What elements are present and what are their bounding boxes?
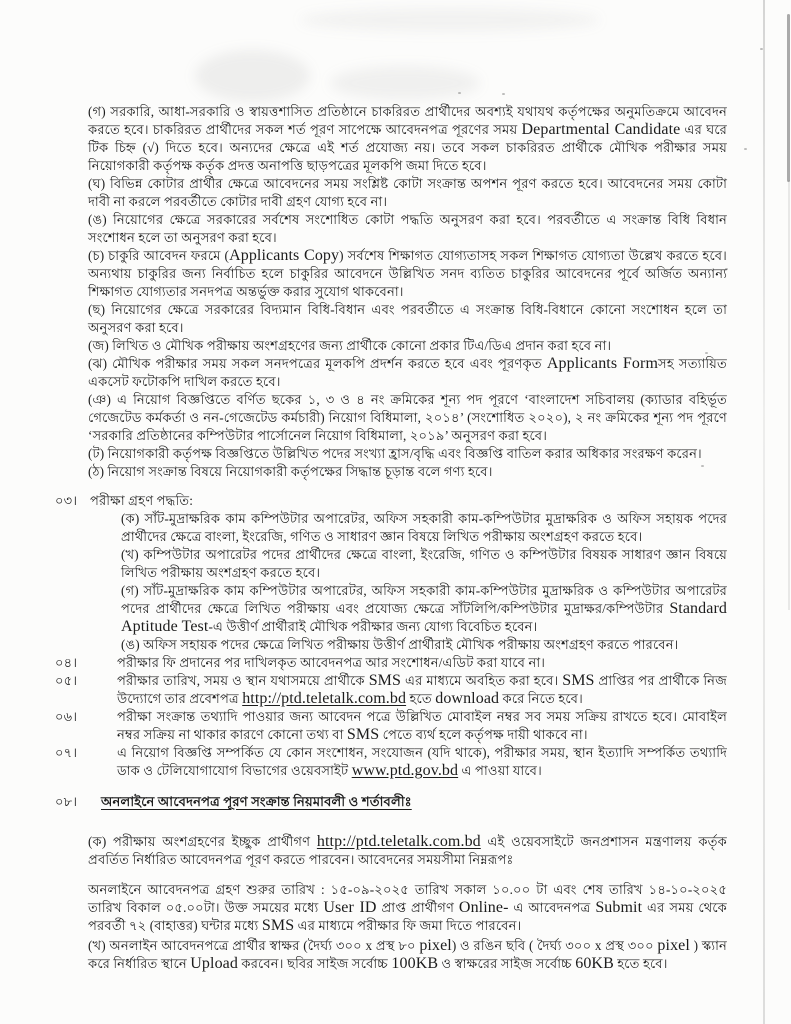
bengali-text: ) স্ক্যান করে নির্ধারিত স্থানে <box>88 938 727 971</box>
latin-term: pixel <box>657 937 690 954</box>
bengali-text: পরীক্ষা সংক্রান্ত তথ্যাদি পাওয়ার জন্য আবেদন পত্রে উল্লিখিত মোবাইল নম্বর সব সময় সক্রিয় রাখতে হবে। মোবাইল নম্বর সক্রিয় না থাকার কারণে কোনো তথ্য বা <box>117 709 727 742</box>
scan-artifact-fold-line <box>763 0 765 1024</box>
online-rules-item-kha <box>88 937 727 973</box>
section-06 <box>55 708 727 744</box>
bengali-text: সহ সত্যায়িত একসেট ফটোকপি দাখিল করতে হবে। <box>88 356 727 389</box>
latin-term: SMS <box>562 672 595 689</box>
exam-method-item-kha-text <box>121 547 727 580</box>
bengali-text: (ক) সাঁট-মুদ্রাক্ষরিক কাম কম্পিউটার অপারেটর, অফিস সহকারী কাম-কম্পিউটার মুদ্রাক্ষরিক ও অফিস সহায়ক পদের প্রার্থীদের ক্ষেত্রে বাংলা, ইংরেজি, গণিত ও সাধারণ জ্ঞান বিষয়ে লিখিত পরীক্ষায় অংশগ্রহণ করতে হবে। <box>121 511 727 544</box>
bengali-text: প্রাপ্তির পর প্রার্থীকে নিজ উদ্যোগে তার প্রবেশপত্র <box>117 673 727 706</box>
clause-ngo <box>88 211 727 247</box>
section-03-heading-text <box>90 493 193 508</box>
url-text: www.ptd.gov.bd <box>351 762 459 779</box>
bengali-text: হতে <box>406 691 436 706</box>
bengali-text: পরীক্ষার ফি প্রদানের পর দাখিলকৃত আবেদনপত্র আর সংশোধন/এডিট করা যাবে না। <box>117 655 546 670</box>
bengali-text: করবেন। ছবির সাইজ সর্বোচ্চ <box>237 956 392 971</box>
exam-method-item-ga-text <box>121 583 727 634</box>
url-text: http://ptd.teletalk.com.bd <box>316 833 481 850</box>
bengali-text: এর মাধ্যমে অবহিত করা হবে। <box>401 673 563 688</box>
clause-jha-text <box>88 356 727 389</box>
application-timeline-para <box>88 881 727 935</box>
bengali-text: (খ) কম্পিউটার অপারেটর পদের প্রার্থীদের ক্ষেত্রে বাংলা, ইংরেজি, গণিত ও কম্পিউটার বিষয়ক সাধারণ জ্ঞান বিষয়ে লিখিত পরীক্ষায় অংশগ্রহণ করতে হবে। <box>121 547 727 580</box>
bengali-text: ) সর্বশেষ শিক্ষাগত যোগ্যতাসহ সকল শিক্ষাগত যোগ্যতা উল্লেখ করতে হবে। অন্যথায় চাকুরির জন্য নির্বাচিত হলে চাকুরির আবেদনে উল্লিখিত সনদ ব্যতিত চাকুরির আবেদনের পূর্বে অর্জিত অন্যান্য শিক্ষাগত যোগ্যতার সনদপত্র অন্তর্ভুক্ত করার সুযোগ থাকবেনা। <box>88 248 727 299</box>
section-04-text <box>117 654 727 672</box>
clause-nya-text <box>88 392 727 443</box>
latin-term: SMS <box>261 917 295 934</box>
bengali-text: (ছ) নিয়োগের ক্ষেত্রে সরকারের বিদ্যমান বিধি-বিধান এবং পরবর্তীতে এ সংক্রান্ত বিধি-বিধানে কোনো সংশোধন হলে তা অনুসরণ করা হবে। <box>88 302 727 335</box>
latin-term: Applicants Copy <box>229 247 340 264</box>
scan-artifact-bleedthrough <box>330 66 480 100</box>
online-rules-item-ka <box>88 833 727 869</box>
bengali-text: (ক) পরীক্ষায় অংশগ্রহণের ইচ্ছুক প্রার্থীগণ <box>88 834 317 849</box>
latin-term: Applicants Form <box>546 355 659 372</box>
clause-tha <box>88 463 727 481</box>
bengali-text: অনলাইনে আবেদনপত্র গ্রহণ শুরুর তারিখ : ১৫-০৯-২০২৫ তারিখ সকাল ১০.০০ টা এবং শেষ তারিখ ১৪-১০-২০২৫ তারিখ বিকাল ০৫.০০টা। উক্ত সময়ের মধ্যে <box>88 882 727 915</box>
section-04-marker: ০৪। <box>55 655 78 670</box>
scan-artifact-speck <box>760 48 763 50</box>
exam-method-item-ga <box>121 582 727 636</box>
section-04 <box>55 654 727 672</box>
bengali-text: এ আবেদনপত্র <box>508 900 596 915</box>
scan-artifact-bleedthrough <box>195 50 310 102</box>
clause-ca <box>88 247 727 301</box>
section-07-marker: ০৭। <box>55 745 78 760</box>
clause-ja-text <box>88 338 611 353</box>
section-06-marker: ০৬। <box>55 709 78 724</box>
scan-artifact-speck <box>458 92 461 94</box>
bengali-text: (ঘ) বিভিন্ন কোটার প্রার্থীর ক্ষেত্রে আবেদনের সময় সংশ্লিষ্ট কোটা সংক্রান্ত অপশন পূরণ করতে হবে। আবেদনের সময় কোটা দাবী না করলে পরবর্তীতে কোটার দাবী গ্রহণ যোগ্য হবে না। <box>88 176 727 209</box>
bengali-text: ও স্বাক্ষরের সাইজ সর্বোচ্চ <box>438 956 576 971</box>
url-text: http://ptd.teletalk.com.bd <box>242 690 407 707</box>
section-08-heading <box>55 793 727 811</box>
bengali-text: এই ওয়েবসাইটে জনপ্রশাসন মন্ত্রণালয় কর্তৃক প্রবর্তিত নির্ধারিত আবেদনপত্র পূরণ করতে পারবেন। আবেদনের সময়সীমা নিম্নরূপঃ <box>88 834 728 867</box>
bengali-text: অনলাইনে আবেদনপত্র পূরণ সংক্রান্ত নিয়মাবলী ও শর্তাবলীঃ <box>101 794 412 809</box>
clause-nya <box>88 391 727 445</box>
clause-cha-text <box>88 302 727 335</box>
latin-term: SMS <box>346 726 380 743</box>
section-08-heading-marker: ০৮। <box>55 794 78 809</box>
latin-term: Departmental Candidate <box>521 121 681 138</box>
latin-term: Online- <box>458 899 509 916</box>
clause-gha-text <box>88 176 727 209</box>
section-07 <box>55 744 727 780</box>
latin-term: Upload <box>190 955 238 972</box>
bengali-text: এর মাধ্যমে পরীক্ষার ফি জমা দিতে পারবেন। <box>294 918 522 933</box>
bengali-text: করে নিতে হবে। <box>499 691 583 706</box>
scan-artifact-edge-shadow <box>788 180 790 610</box>
scan-artifact-speck <box>744 148 747 150</box>
bengali-text: (গ) সরকারি, আধা-সরকারি ও স্বায়ত্তশাসিত প্রতিষ্ঠানে চাকরিরত প্রার্থীদের অবশ্যই যথাযথ কর্তৃপক্ষের অনুমতিক্রমে আবেদন করতে হবে। চাকরিরত প্রার্থীদের সকল শর্ত পূরণ সাপেক্ষে আবেদনপত্র পূরণের সময় <box>88 104 727 137</box>
scan-artifact-edge-shadow <box>787 14 790 182</box>
exam-method-item-kha <box>121 546 727 582</box>
bengali-text: (ঙ) অফিস সহায়ক পদের ক্ষেত্রে লিখিত পরীক্ষায় উত্তীর্ণ প্রার্থীরাই মৌখিক পরীক্ষায় অংশগ্রহণ করতে পারবেন। <box>121 637 679 652</box>
section-03-heading <box>55 492 727 510</box>
latin-term: Submit <box>595 899 643 916</box>
clause-gha <box>88 175 727 211</box>
section-05-text <box>117 672 727 708</box>
clause-ca-text <box>88 248 727 299</box>
scan-artifact-speck <box>502 93 505 95</box>
clause-ta <box>88 445 727 463</box>
bengali-text: (ঠ) নিয়োগ সংক্রান্ত বিষয়ে নিয়োগকারী কর্তৃপক্ষের সিদ্ধান্ত চূড়ান্ত বলে গণ্য হবে। <box>88 464 493 479</box>
bengali-text: প্রাপ্ত প্রার্থীগণ <box>376 900 459 915</box>
section-03-heading-marker: ০৩। <box>55 493 78 508</box>
section-05-marker: ০৫। <box>55 673 78 688</box>
latin-term: 100KB <box>391 955 439 972</box>
latin-term: SMS <box>368 672 402 689</box>
exam-method-item-ka <box>121 510 727 546</box>
bengali-text: (ঝ) মৌখিক পরীক্ষার সময় সকল সনদপত্রের মূলকপি প্রদর্শন করতে হবে এবং পূরণকৃত <box>88 356 547 371</box>
clause-ja <box>88 337 727 355</box>
latin-term: download <box>435 690 500 707</box>
bengali-text: -এ উত্তীর্ণ প্রার্থীরাই মৌখিক পরীক্ষার জন্য যোগ্য বিবেচিত হবেন। <box>208 619 538 634</box>
bengali-text: পরীক্ষা গ্রহণ পদ্ধতি: <box>90 493 194 508</box>
clause-ngo-text <box>88 212 727 245</box>
latin-term: 60KB <box>575 955 614 972</box>
bengali-text: এ পাওয়া যাবে। <box>458 763 542 778</box>
online-rules-item-ka-text <box>88 834 727 867</box>
exam-method-item-ngo <box>121 636 727 654</box>
exam-method-item-ka-text <box>121 511 727 544</box>
section-05 <box>55 672 727 708</box>
bengali-text: (ঙ) নিয়োগের ক্ষেত্রে সরকারের সর্বশেষ সংশোধিত কোটা পদ্ধতি অনুসরণ করা হবে। পরবর্তীতে এ সংক্রান্ত বিধি বিধান সংশোধন হলে তা অনুসরণ করা হবে। <box>88 212 727 245</box>
bengali-text: (খ) অনলাইন আবেদনপত্রে প্রার্থীর স্বাক্ষর (দৈর্ঘ্য ৩০০ x প্রস্থ ৮০ <box>88 938 420 953</box>
bengali-text: (চ) চাকুরি আবেদন ফরমে ( <box>88 248 230 263</box>
document-content <box>55 103 727 973</box>
latin-term: pixel <box>419 937 452 954</box>
bengali-text: এর সময় থেকে পরবর্তী ৭২ (বাহাত্তর) ঘন্টার মধ্যে <box>88 900 727 933</box>
clause-jha <box>88 355 727 391</box>
bengali-text: এর ঘরে টিক চিহ্ন (√) দিতে হবে। অন্যদের ক্ষেত্রে এই শর্ত প্রযোজ্য নয়। তবে সকল চাকরিরত প্রার্থীকে মৌখিক পরীক্ষার সময় নিয়োগকারী কর্তৃপক্ষ কর্তৃক প্রদত্ত অনাপত্তি ছাড়পত্রের মূলকপি জমা দিতে হবে। <box>88 122 728 173</box>
bengali-text: ) ও রঙিন ছবি ( দৈর্ঘ্য ৩০০ x প্রস্থ ৩০০ <box>451 938 658 953</box>
bengali-text: পরীক্ষার তারিখ, সময় ও স্থান যথাসময়ে প্রার্থীকে <box>117 673 369 688</box>
bengali-text: (জ) লিখিত ও মৌখিক পরীক্ষায় অংশগ্রহণের জন্য প্রার্থীকে কোনো প্রকার টিএ/ডিএ প্রদান করা হবে না। <box>88 338 612 353</box>
application-timeline-para-text <box>88 882 727 933</box>
bengali-text: হতে হবে। <box>613 956 668 971</box>
bengali-text: (ট) নিয়োগকারী কর্তৃপক্ষ বিজ্ঞপ্তিতে উল্লিখিত পদের সংখ্যা হ্রাস/বৃদ্ধি এবং বিজ্ঞপ্তি বাতিল করার অধিকার সংরক্ষণ করেন। <box>88 446 702 461</box>
section-07-text <box>117 744 727 780</box>
exam-method-item-ngo-text <box>121 637 679 652</box>
bengali-text: এ নিয়োগ বিজ্ঞপ্তি সম্পর্কিত যে কোন সংশোধন, সংযোজন (যদি থাকে), পরীক্ষার সময়, স্থান ইত্যাদি সম্পর্কিত তথ্যাদি ডাক ও টেলিযোগাযোগ বিভাগের ওয়েবসাইট <box>117 745 727 778</box>
clause-ta-text <box>88 446 702 461</box>
latin-term: Standard Aptitude Test <box>121 600 727 635</box>
bengali-text: (ঞ) এ নিয়োগ বিজ্ঞপ্তিতে বর্ণিত ছকের ১, ৩ ও ৪ নং ক্রমিকের শূন্য পদ পূরণে ‘বাংলাদেশ সচিবালয় (ক্যাডার বহির্ভূত গেজেটেড কর্মকর্তা ও নন-গেজেটেড কর্মচারী) নিয়োগ বিধিমালা, ২০১৪’ (সংশোধিত ২০২০), ২ নং ক্রমিকের শূন্য পদ পূরণে ‘সরকারি প্রতিষ্ঠানের কম্পিউটার পার্সোনেল নিয়োগ বিধিমালা, ২০১৯’ অনুসরণ করা হবে। <box>88 392 727 443</box>
section-08-heading-text <box>101 793 412 811</box>
clause-cha <box>88 301 727 337</box>
online-rules-item-kha-text <box>88 938 727 971</box>
section-06-text <box>117 708 727 744</box>
clause-ga <box>88 103 727 175</box>
bengali-text: (গ) সাঁট-মুদ্রাক্ষরিক কাম কম্পিউটার অপারেটর, অফিস সহকারী কাম-কম্পিউটার মুদ্রাক্ষরিক ও কম্পিউটার অপারেটর পদের প্রার্থীদের ক্ষেত্রে লিখিত পরীক্ষায় এবং প্রযোজ্য ক্ষেত্রে সাঁটলিপি/কম্পিউটার মুদ্রাক্ষর/কম্পিউটার <box>121 583 727 616</box>
latin-term: User ID <box>323 899 377 916</box>
clause-tha-text <box>88 464 493 479</box>
clause-ga-text <box>88 104 727 173</box>
scan-artifact-bleedthrough <box>300 8 600 32</box>
bengali-text: পেতে ব্যর্থ হলে কর্তৃপক্ষ দায়ী থাকবে না। <box>379 727 588 742</box>
